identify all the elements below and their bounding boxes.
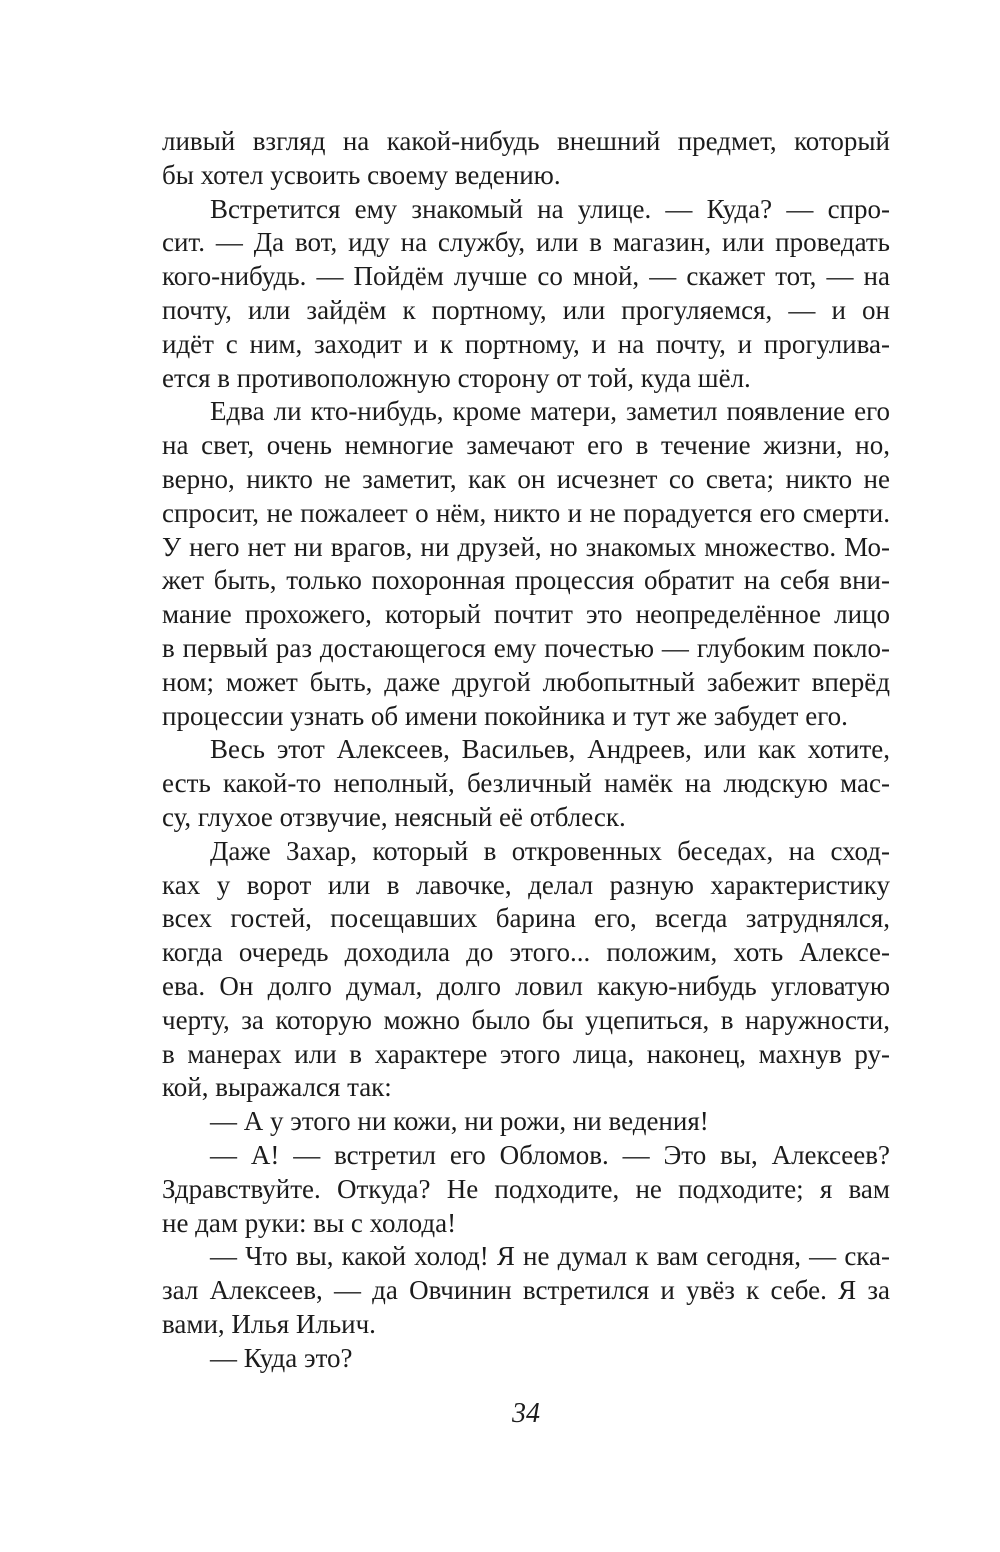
text-line: почту, или зайдём к портному, или прогуляемся, — и он	[162, 294, 890, 325]
text-line: зал Алексеев, — да Овчинин встретился и увёз к себе. Я за	[162, 1275, 890, 1306]
page-number: 34	[512, 1398, 540, 1429]
text-line: ева. Он долго думал, долго ловил какую-нибудь угловатую	[162, 970, 890, 1001]
text-line: всех гостей, посещавших барина его, всегда затруднялся,	[162, 903, 890, 934]
text-line: мание прохожего, который почтит это неопределённое лицо	[162, 599, 890, 630]
text-line: идёт с ним, заходит и к портному, и на почту, и прогулива-	[162, 328, 890, 359]
text-line: Здравствуйте. Откуда? Не подходите, не подходите; я вам	[162, 1173, 890, 1204]
text-line: бы хотел усвоить своему ведению.	[162, 159, 561, 190]
text-line: вами, Илья Ильич.	[162, 1308, 376, 1339]
text-line: Весь этот Алексеев, Васильев, Андреев, или как хотите,	[210, 734, 890, 765]
text-line: — Что вы, какой холод! Я не думал к вам сегодня, — ска-	[210, 1241, 890, 1272]
text-line: Даже Захар, который в откровенных беседах, на сход-	[210, 835, 890, 866]
text-line: в манерах или в характере этого лица, наконец, махнув ру-	[162, 1038, 890, 1069]
text-line: ках у ворот или в лавочке, делал разную характеристику	[162, 869, 890, 900]
text-line: су, глухое отзвучие, неясный её отблеск.	[162, 801, 626, 832]
text-line: кого-нибудь. — Пойдём лучше со мной, — скажет тот, — на	[162, 261, 890, 292]
text-line: Встретится ему знакомый на улице. — Куда? — спро-	[210, 193, 890, 224]
text-line: есть какой-то неполный, безличный намёк на людскую мас-	[162, 768, 890, 799]
text-line: процессии узнать об имени покойника и тут же забудет его.	[162, 700, 848, 731]
text-line: спросит, не пожалеет о нём, никто и не порадуется его смерти.	[162, 497, 890, 528]
text-line: сит. — Да вот, иду на службу, или в магазин, или проведать	[162, 227, 890, 258]
text-line: черту, за которую можно было бы уцепиться, в наружности,	[162, 1004, 890, 1035]
text-line: в первый раз достающегося ему почестью — глубоким покло-	[162, 632, 890, 663]
text-line: не дам руки: вы с холода!	[162, 1207, 457, 1238]
text-line: — А! — встретил его Обломов. — Это вы, Алексеев?	[210, 1139, 890, 1170]
body-text	[162, 125, 890, 1375]
text-line: верно, никто не заметит, как он исчезнет со света; никто не	[162, 463, 890, 494]
text-line: кой, выражался так:	[162, 1072, 392, 1103]
text-line: — А у этого ни кожи, ни рожи, ни ведения!	[210, 1106, 709, 1137]
text-line: на свет, очень немногие замечают его в течение жизни, но,	[162, 430, 890, 461]
text-line: когда очередь доходила до этого... положим, хоть Алексе-	[162, 937, 890, 968]
text-line: Едва ли кто-нибудь, кроме матери, заметил появление его	[210, 396, 890, 427]
text-line: — Куда это?	[210, 1342, 353, 1373]
text-line: ется в противоположную сторону от той, куда шёл.	[162, 362, 751, 393]
text-line: ном; может быть, даже другой любопытный забежит вперёд	[162, 666, 890, 697]
text-line: жет быть, только похоронная процессия обратит на себя вни-	[162, 565, 890, 596]
text-line: ливый взгляд на какой-нибудь внешний предмет, который	[162, 126, 890, 156]
text-line: У него нет ни врагов, ни друзей, но знакомых множество. Мо-	[162, 531, 890, 562]
